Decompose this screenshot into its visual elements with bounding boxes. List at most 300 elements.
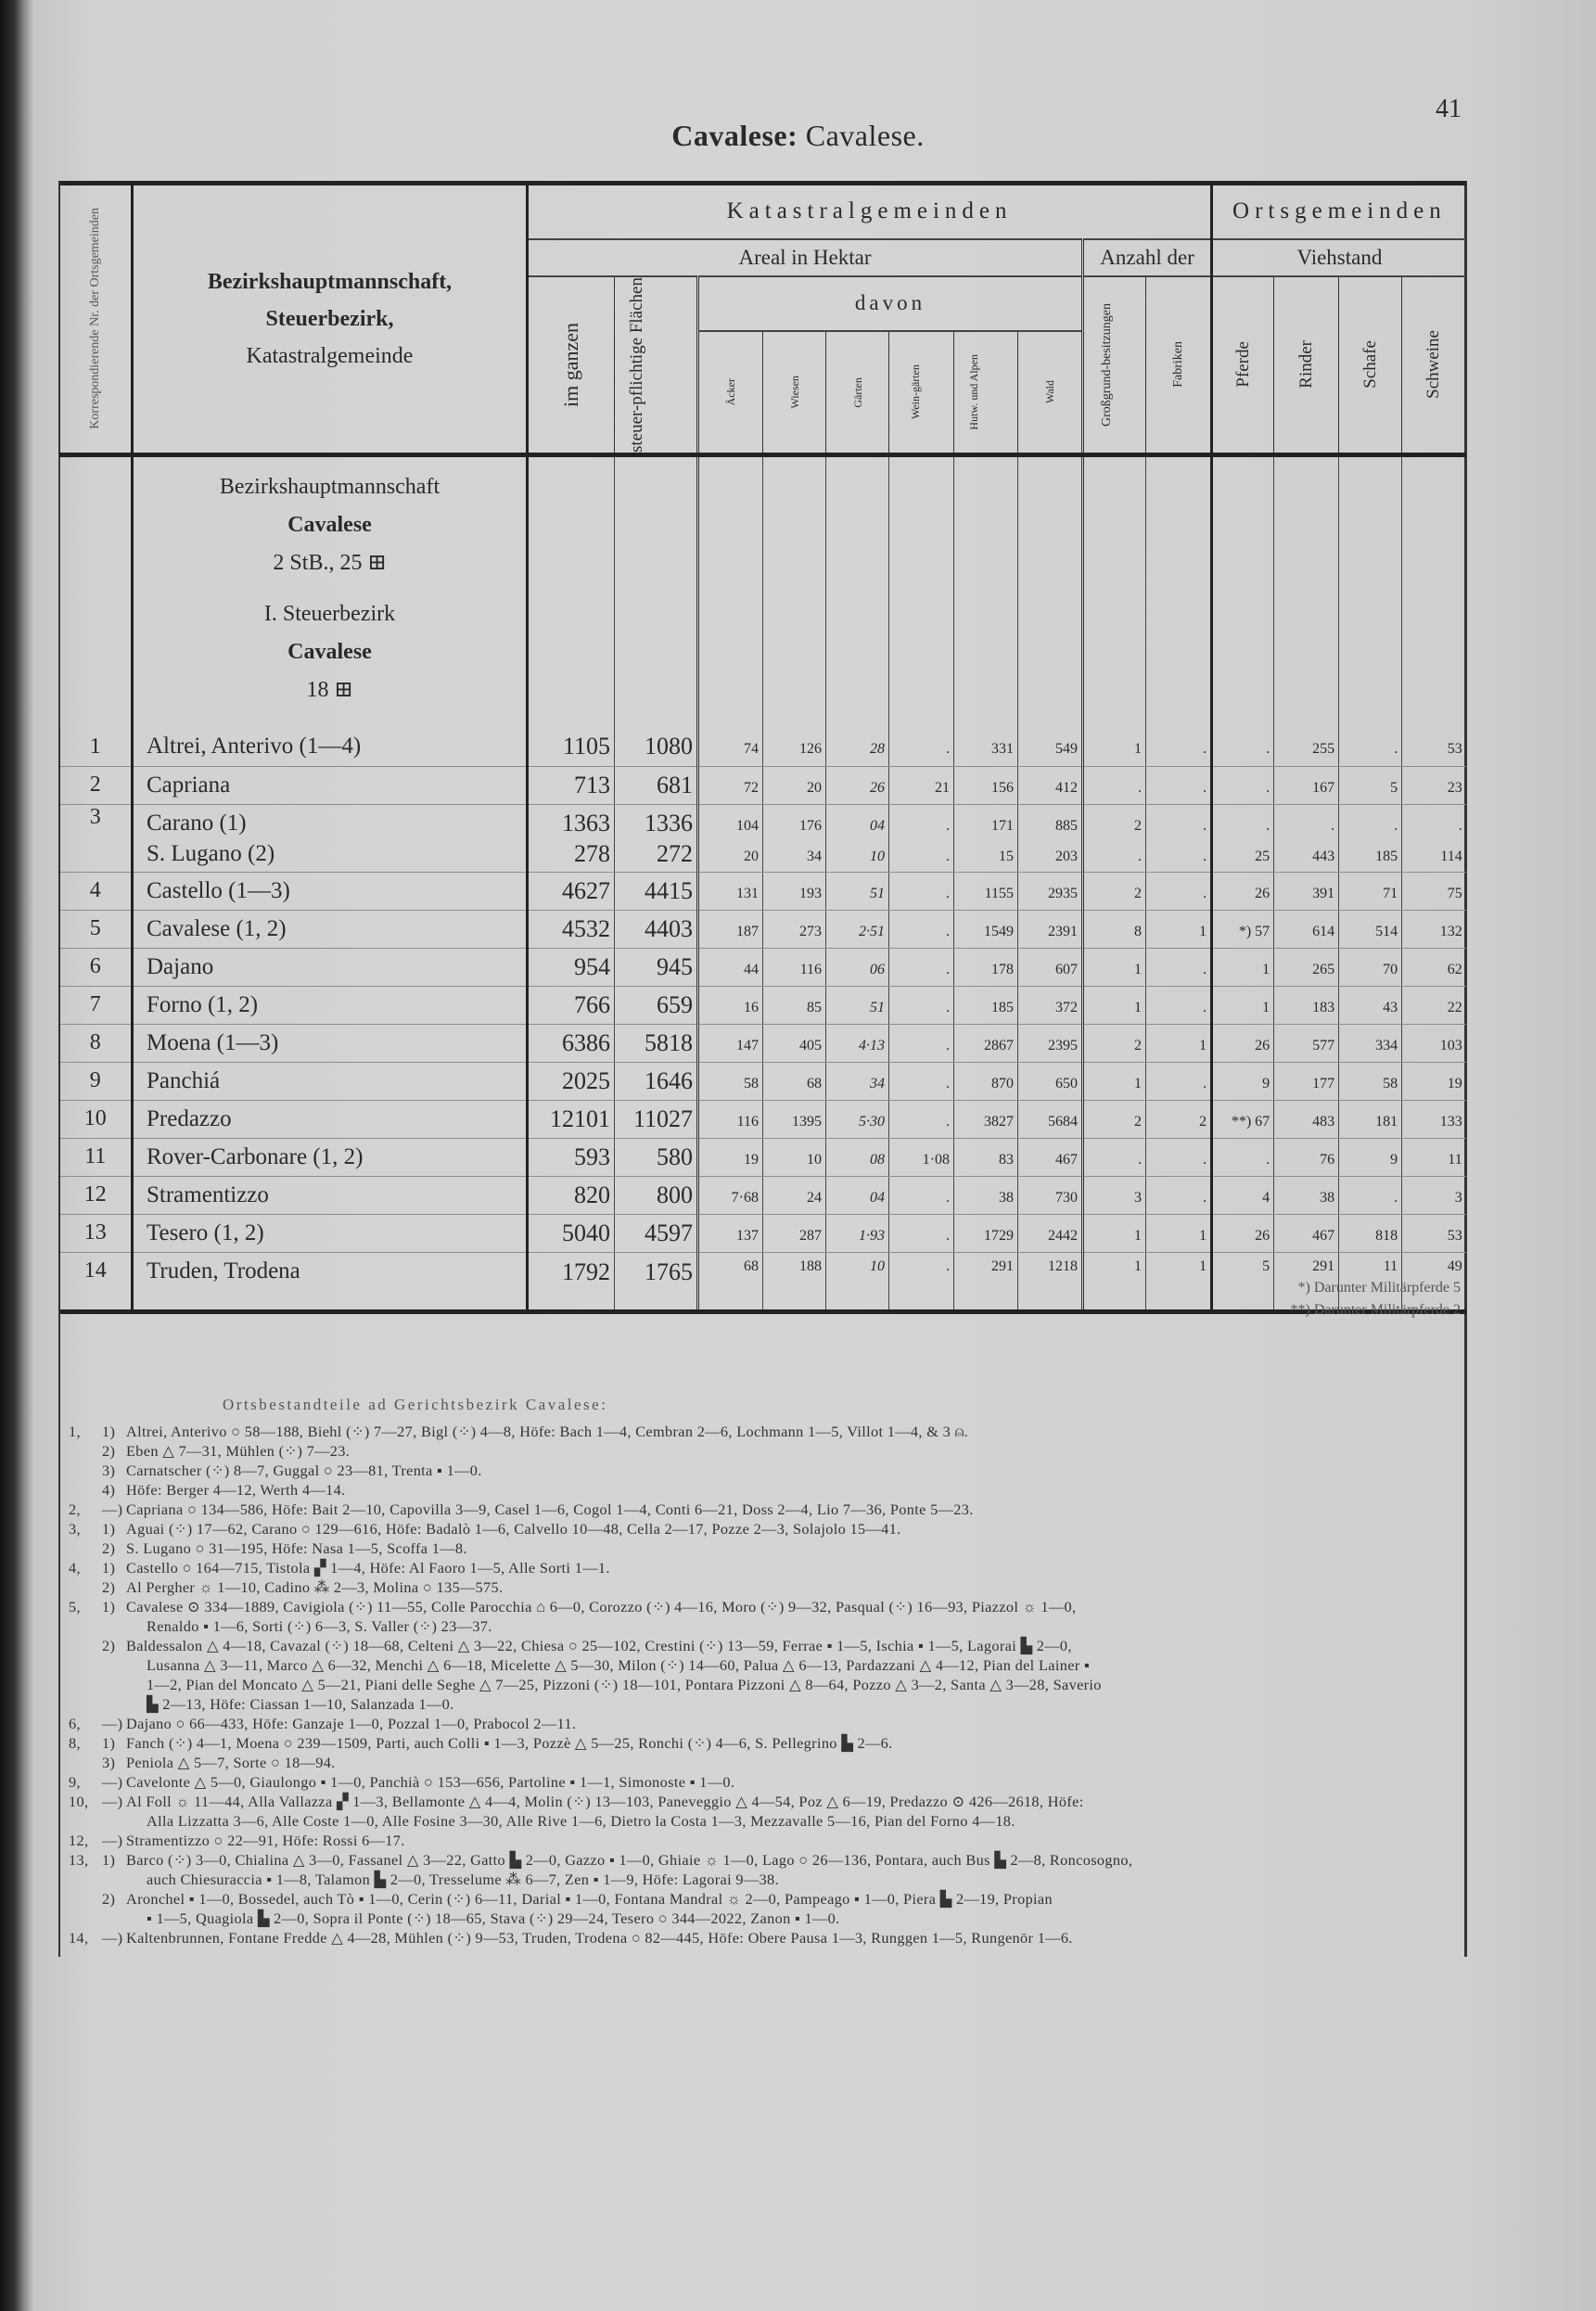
row-number: 2 [60, 766, 133, 804]
title-bold: Cavalese: [671, 119, 798, 152]
cell-value: 76 [1320, 1151, 1335, 1168]
header-grossgrund: Großgrund-besitzungen [1083, 276, 1146, 455]
header-weingaerten: Wein-gärten [889, 331, 954, 454]
cell-value: 713 [574, 771, 610, 798]
cell-value: . [946, 1258, 950, 1274]
cell-fabriken [1146, 1100, 1212, 1138]
ortsbestandteil-line [61, 1480, 1462, 1500]
name-line: Predazzo [147, 1105, 232, 1131]
ortsbestandteil-line [61, 1597, 1462, 1616]
cell-wald [1018, 910, 1083, 948]
cell-value: 287 [799, 1227, 822, 1244]
cell-value: 255 [1312, 741, 1335, 758]
cell-schweine [1402, 1138, 1466, 1176]
katastral-subnumber: 2) [102, 1539, 116, 1557]
header-nr: Korrespondierende Nr. der Ortsgemeinden [60, 184, 133, 455]
cell-value: . [1331, 817, 1335, 834]
cell-value: 43 [1383, 999, 1398, 1015]
cell-value: 176 [799, 817, 822, 834]
cell-gaerten [826, 986, 889, 1024]
cell-im-ganzen [528, 1138, 615, 1176]
ortsgemeinde-number: 9, [69, 1773, 81, 1791]
cell-hutweiden [954, 1024, 1018, 1062]
cell-weingaerten [889, 1062, 954, 1100]
cell-rinder [1274, 1100, 1339, 1138]
cell-pferde [1212, 728, 1274, 766]
cell-value: 137 [736, 1227, 759, 1244]
cell-steuerpflichtig [615, 948, 698, 986]
cell-value: 203 [1055, 848, 1078, 864]
cell-wiesen [763, 1252, 826, 1311]
cell-value: 103 [1439, 1037, 1462, 1053]
cell-value: 1646 [645, 1066, 693, 1094]
cell-rinder [1274, 1024, 1339, 1062]
cell-value: 405 [799, 1037, 822, 1053]
cell-value: 147 [736, 1037, 759, 1053]
katastralgemeinde-name [133, 766, 528, 804]
cell-value: 185 [1375, 848, 1398, 864]
ortsgemeinde-number: 5, [69, 1598, 81, 1615]
ortsbestandteil-text: Castello ○ 164—715, Tistola ▞ 1—4, Höfe: Al Faoro 1—5, Alle Sorti 1—1. [126, 1559, 610, 1577]
cell-value: 116 [799, 961, 822, 977]
cell-value: 681 [657, 771, 693, 798]
katastral-subnumber: 1) [102, 1559, 116, 1577]
row-number: 13 [60, 1214, 133, 1252]
katastral-subnumber: —) [102, 1715, 123, 1732]
cell-value: 19 [744, 1151, 759, 1168]
cell-gaerten [826, 804, 889, 872]
table-row [60, 1214, 1466, 1252]
cell-wald [1018, 1176, 1083, 1214]
cell-value: 04 [870, 817, 885, 834]
name-line: Forno (1, 2) [147, 991, 259, 1017]
cell-value: 178 [991, 961, 1014, 977]
cell-value: 6386 [562, 1028, 610, 1056]
intro-count: 18 ⊞ [306, 677, 353, 702]
cell-value: . [1458, 817, 1462, 834]
ortsbestandteil-line [61, 1655, 1462, 1675]
name-line: Altrei, Anterivo (1—4) [147, 734, 362, 760]
cell-fabriken [1146, 986, 1212, 1024]
cell-steuerpflichtig [615, 766, 698, 804]
cell-value: 22 [1447, 999, 1462, 1015]
cell-value: 62 [1447, 961, 1462, 977]
cell-value: 1 [1134, 961, 1142, 977]
scan-edge-shadow [24, 0, 33, 2311]
ortsbestandteil-line [61, 1636, 1462, 1655]
cell-value: . [1266, 817, 1270, 834]
cell-value: . [946, 1113, 950, 1130]
cell-value: 8 [1134, 923, 1142, 939]
cell-value: 9 [1390, 1151, 1398, 1168]
cell-grossgrund [1083, 1176, 1146, 1214]
cell-aecker [698, 1214, 763, 1252]
cell-value: 1 [1199, 1258, 1207, 1274]
cell-value: 1549 [984, 923, 1014, 939]
cell-value: 20 [807, 779, 822, 796]
cell-schweine [1402, 910, 1466, 948]
row-number: 7 [60, 986, 133, 1024]
cell-steuerpflichtig [615, 1100, 698, 1138]
cell-im-ganzen [528, 872, 615, 910]
cell-im-ganzen [528, 948, 615, 986]
cell-value: 2 [1134, 1113, 1142, 1130]
cell-hutweiden [954, 1138, 1018, 1176]
cell-value: 26 [870, 779, 885, 796]
cell-grossgrund [1083, 1024, 1146, 1062]
cell-value: 577 [1312, 1037, 1335, 1053]
cell-hutweiden [954, 986, 1018, 1024]
ortsbestandteil-line [61, 1461, 1462, 1480]
cell-gaerten [826, 1062, 889, 1100]
ortsbestandteile-title: Ortsbestandteile ad Gerichtsbezirk Cavalese: [223, 1396, 608, 1413]
cell-value: . [1203, 961, 1207, 977]
cell-wald [1018, 766, 1083, 804]
cell-wald [1018, 728, 1083, 766]
cell-value: 273 [799, 923, 822, 939]
cell-grossgrund [1083, 804, 1146, 872]
cell-aecker [698, 1176, 763, 1214]
cell-steuerpflichtig [615, 1252, 698, 1311]
cell-aecker [698, 1024, 763, 1062]
cell-weingaerten [889, 766, 954, 804]
cell-value: 16 [744, 999, 759, 1015]
row-number: 11 [60, 1138, 133, 1176]
ortsgemeinde-number: 2, [69, 1500, 81, 1518]
cell-value: . [946, 1189, 950, 1206]
cell-gaerten [826, 1100, 889, 1138]
cell-value: 116 [736, 1113, 759, 1130]
header-anzahl: Anzahl der [1083, 239, 1212, 276]
cell-value: *) 57 [1238, 923, 1270, 939]
cell-steuerpflichtig [615, 1214, 698, 1252]
cell-value: . [1203, 779, 1207, 796]
cell-hutweiden [954, 910, 1018, 948]
cell-value: 185 [991, 999, 1014, 1015]
katastralgemeinde-name [133, 1062, 528, 1100]
header-name-line3: Katastralgemeinde [246, 343, 414, 368]
row-number: 12 [60, 1176, 133, 1214]
intro-steuerbezirk: I. Steuerbezirk [263, 601, 396, 626]
cell-schafe [1339, 1100, 1402, 1138]
cell-value: 2 [1134, 1037, 1142, 1053]
cell-fabriken [1146, 948, 1212, 986]
cell-value: 5 [1390, 779, 1398, 796]
cell-wiesen [763, 804, 826, 872]
ortsbestandteil-line [61, 1558, 1462, 1577]
cell-weingaerten [889, 1024, 954, 1062]
cell-value: 53 [1447, 741, 1462, 758]
ortsbestandteile-list [61, 1422, 1462, 1947]
ortsgemeinde-number: 3, [69, 1520, 81, 1538]
cell-value: 193 [799, 885, 822, 901]
katastralgemeinde-name [133, 1138, 528, 1176]
cell-value: . [946, 1227, 950, 1244]
ortsbestandteil-line [61, 1577, 1462, 1597]
cell-value: . [1203, 999, 1207, 1015]
cell-value: . [1138, 779, 1142, 796]
cell-value: 1·08 [922, 1151, 950, 1168]
cell-value: 104 [736, 817, 759, 834]
row-number: 1 [60, 728, 133, 766]
ortsbestandteil-line [61, 1714, 1462, 1733]
cell-value: 391 [1312, 885, 1335, 901]
katastralgemeinde-name [133, 872, 528, 910]
cell-value: 7·68 [731, 1189, 759, 1206]
cell-value: 183 [1312, 999, 1335, 1015]
cell-value: 04 [870, 1189, 885, 1206]
cell-aecker [698, 1252, 763, 1311]
cell-wald [1018, 872, 1083, 910]
cell-aecker [698, 1062, 763, 1100]
cell-grossgrund [1083, 1100, 1146, 1138]
cell-value: 412 [1055, 779, 1078, 796]
katastralgemeinde-name [133, 1252, 528, 1311]
table-row [60, 1062, 1466, 1100]
cell-value: 38 [1320, 1189, 1335, 1206]
katastral-subnumber: 1) [102, 1423, 116, 1440]
header-wald: Wald [1018, 331, 1083, 454]
cell-value: . [1394, 817, 1398, 834]
cell-value: . [946, 999, 950, 1015]
katastralgemeinde-name [133, 804, 528, 872]
ortsbestandteil-line [61, 1909, 1462, 1928]
ortsbestandteil-text: Alla Lizzatta 3—6, Alle Coste 1—0, Alle Fosine 3—30, Alle Rive 1—6, Dietro la Costa 1—3, Mezzavalle 5—16, Pian del Forno 4—18. [147, 1812, 1015, 1830]
cell-rinder [1274, 1214, 1339, 1252]
cell-grossgrund [1083, 1138, 1146, 1176]
cell-value: 1363 [562, 809, 610, 836]
cell-im-ganzen [528, 1100, 615, 1138]
intro-row [60, 454, 1466, 728]
cell-weingaerten [889, 1176, 954, 1214]
cell-pferde [1212, 804, 1274, 872]
cell-value: 11027 [632, 1104, 693, 1132]
cell-im-ganzen [528, 1214, 615, 1252]
cell-value: 58 [744, 1075, 759, 1092]
cell-value: 607 [1055, 961, 1078, 977]
cell-value: 1729 [984, 1227, 1014, 1244]
cell-value: 181 [1375, 1113, 1398, 1130]
cell-value: 1 [1199, 1037, 1207, 1053]
name-line: Panchiá [147, 1067, 221, 1093]
cell-value: 19 [1447, 1075, 1462, 1092]
cell-schweine [1402, 1100, 1466, 1138]
ortsbestandteil-line [61, 1675, 1462, 1694]
ortsbestandteil-line [61, 1792, 1462, 1811]
cell-value: 34 [807, 848, 822, 864]
header-name [133, 184, 528, 455]
ortsbestandteil-text: Aguai (⁘) 17—62, Carano ○ 129—616, Höfe: Badalò 1—6, Calvello 10—48, Cella 2—17, Pozze 2—3, Solajolo 15—41. [126, 1520, 901, 1538]
ortsbestandteil-text: Peniola △ 5—7, Sorte ○ 18—94. [126, 1754, 336, 1771]
cell-value: 38 [999, 1189, 1014, 1206]
cell-pferde [1212, 948, 1274, 986]
table-row [60, 804, 1466, 872]
cell-value: 9 [1262, 1075, 1270, 1092]
cell-value: 954 [574, 952, 610, 980]
cell-wiesen [763, 1024, 826, 1062]
cell-wiesen [763, 1176, 826, 1214]
header-wiesen: Wiesen [763, 331, 826, 454]
row-number: 9 [60, 1062, 133, 1100]
cell-fabriken [1146, 1138, 1212, 1176]
cell-grossgrund [1083, 766, 1146, 804]
ortsbestandteil-text: auch Chiesuraccia ▪ 1—8, Talamon ▙ 2—0, Tresselume ⁂ 6—7, Zen ▪ 1—9, Höfe: Lagorai 9—38. [147, 1871, 779, 1888]
row-number: 4 [60, 872, 133, 910]
table-row [60, 986, 1466, 1024]
cell-value: 5040 [562, 1219, 610, 1246]
cell-grossgrund [1083, 948, 1146, 986]
cell-steuerpflichtig [615, 1024, 698, 1062]
cell-value: 1792 [562, 1258, 610, 1285]
cell-weingaerten [889, 1252, 954, 1311]
row-number: 5 [60, 910, 133, 948]
cell-value: 167 [1312, 779, 1335, 796]
header-schafe: Schafe [1339, 276, 1402, 455]
intro-cavalese: Cavalese [287, 512, 372, 537]
ortsbestandteil-text: Cavelonte △ 5—0, Giaulongo ▪ 1—0, Panchià ○ 153—656, Partoline ▪ 1—1, Simonoste ▪ 1—0. [126, 1773, 735, 1791]
cell-im-ganzen [528, 1252, 615, 1311]
ortsbestandteil-text: S. Lugano ○ 31—195, Höfe: Nasa 1—5, Scoffa 1—8. [126, 1539, 467, 1557]
cell-rinder [1274, 910, 1339, 948]
cell-value: 4403 [645, 914, 693, 942]
cell-value: 443 [1312, 848, 1335, 864]
cell-value: . [946, 1075, 950, 1092]
cell-wiesen [763, 728, 826, 766]
footnote-2: **) Darunter Militärpferde 2 [1290, 1302, 1461, 1318]
header-schweine: Schweine [1402, 276, 1466, 455]
ortsbestandteil-line [61, 1831, 1462, 1850]
cell-schweine [1402, 1214, 1466, 1252]
cell-gaerten [826, 1252, 889, 1311]
cell-value: 188 [799, 1258, 822, 1274]
cell-value: . [1138, 1151, 1142, 1168]
header-aecker: Äcker [698, 331, 763, 454]
ortsgemeinde-number: 13, [69, 1851, 89, 1869]
cell-wiesen [763, 948, 826, 986]
cell-value: . [1203, 817, 1207, 834]
cell-value: 51 [870, 885, 885, 901]
name-line: Capriana [147, 772, 231, 798]
cell-value: 74 [744, 741, 759, 758]
cell-value: 2395 [1048, 1037, 1078, 1053]
cell-wiesen [763, 986, 826, 1024]
cell-value: 5818 [645, 1028, 693, 1056]
cell-hutweiden [954, 1214, 1018, 1252]
katastralgemeinde-name [133, 1100, 528, 1138]
ortsbestandteil-text: Aronchel ▪ 1—0, Bossedel, auch Tò ▪ 1—0, Cerin (⁘) 6—11, Darial ▪ 1—0, Fontana Mandral ☼ 2—0, Pampeago ▪ 1—0, Piera ▙ 2—19, Propian [126, 1890, 1053, 1908]
name-line: Truden, Trodena [147, 1258, 300, 1283]
cell-aecker [698, 804, 763, 872]
cell-schafe [1339, 910, 1402, 948]
cell-aecker [698, 728, 763, 766]
katastral-subnumber: 1) [102, 1598, 116, 1615]
cell-im-ganzen [528, 1062, 615, 1100]
cell-gaerten [826, 1214, 889, 1252]
cell-wald [1018, 986, 1083, 1024]
cell-value: . [1266, 741, 1270, 758]
cell-schafe [1339, 948, 1402, 986]
katastralgemeinde-name [133, 1176, 528, 1214]
cell-pferde [1212, 1062, 1274, 1100]
cell-value: 2391 [1048, 923, 1078, 939]
cell-value: 4532 [562, 914, 610, 942]
cell-fabriken [1146, 1024, 1212, 1062]
cell-wald [1018, 1024, 1083, 1062]
cell-value: 114 [1440, 848, 1462, 864]
cell-value: . [946, 817, 950, 834]
cell-value: 1 [1262, 999, 1270, 1015]
table-row [60, 766, 1466, 804]
cell-value: 131 [736, 885, 759, 901]
cell-steuerpflichtig [615, 986, 698, 1024]
cell-wiesen [763, 1100, 826, 1138]
cell-value: 1·93 [859, 1227, 885, 1244]
cell-gaerten [826, 1024, 889, 1062]
cell-wald [1018, 1214, 1083, 1252]
cell-aecker [698, 1100, 763, 1138]
ortsbestandteil-text: Stramentizzo ○ 22—91, Höfe: Rossi 6—17. [126, 1832, 405, 1849]
cell-value: 187 [736, 923, 759, 939]
katastral-subnumber: 4) [102, 1481, 116, 1499]
cell-value: 650 [1055, 1075, 1078, 1092]
cell-value: 25 [1255, 848, 1270, 864]
cell-value: 1336 [645, 809, 693, 836]
cell-pferde [1212, 986, 1274, 1024]
cell-wiesen [763, 1214, 826, 1252]
cell-value: 514 [1375, 923, 1398, 939]
cell-fabriken [1146, 1252, 1212, 1311]
ortsbestandteil-text: Baldessalon △ 4—18, Cavazal (⁘) 18—68, Celteni △ 3—22, Chiesa ○ 25—102, Crestini (⁘) 13—59, Ferrae ▪ 1—5, Ischia ▪ 1—5, Lagorai ▙ 2—0, [126, 1637, 1072, 1654]
cell-gaerten [826, 910, 889, 948]
ortsbestandteil-line [61, 1753, 1462, 1772]
katastralgemeinde-name [133, 948, 528, 986]
cell-value: 70 [1383, 961, 1398, 977]
cell-value: 2935 [1048, 885, 1078, 901]
cell-value: 06 [870, 961, 885, 977]
cell-value: . [946, 885, 950, 901]
cell-value: 2·51 [859, 923, 885, 939]
header-davon: davon [698, 276, 1083, 332]
ortsgemeinde-number: 8, [69, 1734, 81, 1752]
cell-value: . [1203, 741, 1207, 758]
cell-value: 156 [991, 779, 1014, 796]
cell-weingaerten [889, 1214, 954, 1252]
title-rest: Cavalese. [798, 119, 925, 152]
cell-value: 800 [657, 1181, 693, 1208]
cell-value: 467 [1055, 1151, 1078, 1168]
cell-fabriken [1146, 872, 1212, 910]
cell-value: . [1138, 848, 1142, 864]
cell-rinder [1274, 766, 1339, 804]
cell-value: 5 [1262, 1258, 1270, 1274]
cell-rinder [1274, 948, 1339, 986]
cell-value: 83 [999, 1151, 1014, 1168]
katastralgemeinde-name [133, 1024, 528, 1062]
katastral-subnumber: 1) [102, 1520, 116, 1538]
cell-value: 34 [870, 1075, 885, 1092]
cell-wiesen [763, 1062, 826, 1100]
cell-value: . [1203, 1151, 1207, 1168]
cell-schweine [1402, 986, 1466, 1024]
cell-value: 483 [1312, 1113, 1335, 1130]
cell-value: . [1394, 741, 1398, 758]
cell-value: 820 [574, 1181, 610, 1208]
cell-gaerten [826, 948, 889, 986]
cell-value: 1 [1134, 999, 1142, 1015]
cell-value: 614 [1312, 923, 1335, 939]
cell-weingaerten [889, 1100, 954, 1138]
katastral-subnumber: 1) [102, 1734, 116, 1752]
